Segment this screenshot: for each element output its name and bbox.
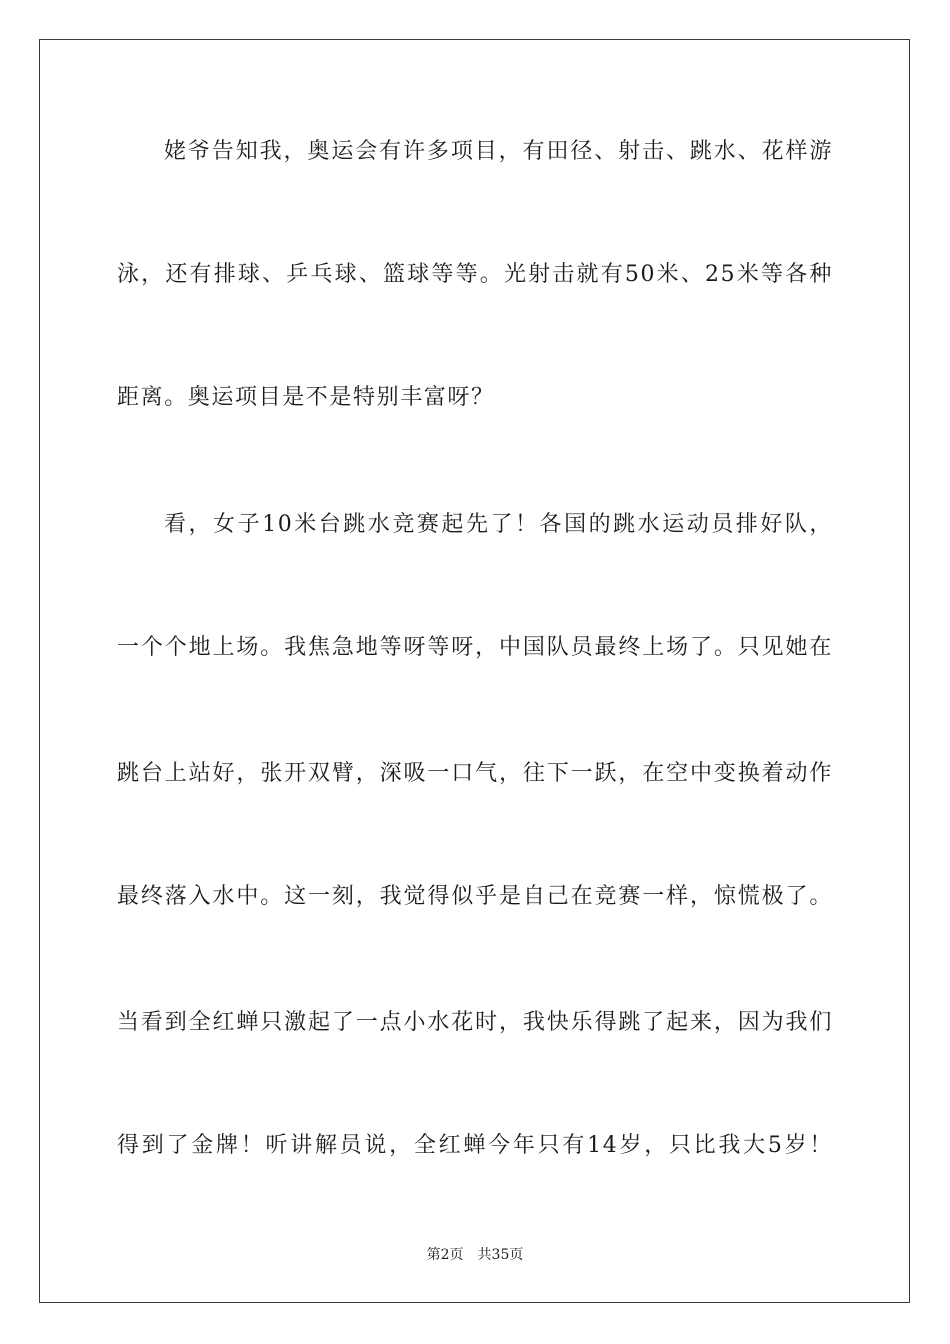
paragraph-1-line-2: 泳，还有排球、乒乓球、篮球等等。光射击就有50米、25米等各种 [117, 262, 833, 287]
page-number-footer: 第2页 共35页 [426, 1247, 524, 1263]
paragraph-2-line-3: 跳台上站好，张开双臂，深吸一口气，往下一跃，在空中变换着动作 [117, 761, 833, 786]
paragraph-2-line-6: 得到了金牌！听讲解员说，全红蝉今年只有14岁，只比我大5岁！ [117, 1133, 833, 1158]
paragraph-2-line-5: 当看到全红蝉只激起了一点小水花时，我快乐得跳了起来，因为我们 [117, 1010, 833, 1035]
paragraph-2-line-4: 最终落入水中。这一刻，我觉得似乎是自己在竞赛一样，惊慌极了。 [117, 884, 833, 909]
paragraph-2-line-2: 一个个地上场。我焦急地等呀等呀，中国队员最终上场了。只见她在 [117, 635, 833, 660]
paragraph-1-line-3: 距离。奥运项目是不是特别丰富呀？ [117, 385, 495, 410]
paragraph-2-line-1: 看，女子10米台跳水竞赛起先了！各国的跳水运动员排好队， [164, 512, 833, 537]
paragraph-1-line-1: 姥爷告知我，奥运会有许多项目，有田径、射击、跳水、花样游 [164, 139, 833, 164]
page-border [39, 39, 910, 1303]
